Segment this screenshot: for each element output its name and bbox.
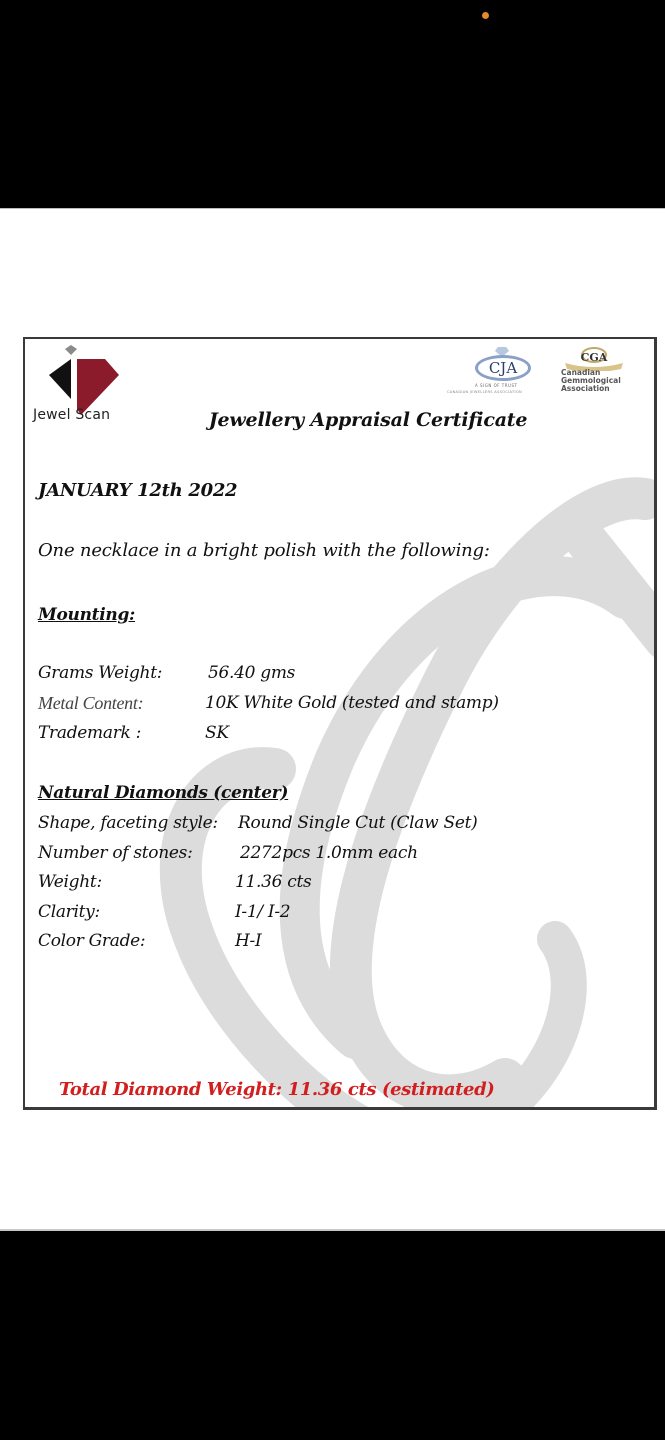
svg-text:CGA: CGA — [580, 351, 608, 364]
detail-label: Metal Content: — [38, 693, 144, 713]
cga-name: Canadian Gemmological Association — [561, 368, 621, 393]
jewel-scan-logo-text: Jewel Scan — [33, 407, 111, 423]
viewer-bottom-bar — [0, 1231, 665, 1440]
detail-value: I-1/ I-2 — [235, 902, 291, 922]
detail-label: Shape, faceting style: — [38, 813, 218, 833]
mounting-heading: Mounting: — [38, 605, 136, 625]
detail-value: SK — [205, 723, 229, 743]
cga-logo — [557, 341, 647, 407]
detail-label: Color Grade: — [38, 931, 146, 951]
detail-value: 56.40 gms — [208, 663, 296, 683]
natural-diamonds-heading: Natural Diamonds (center) — [38, 783, 289, 803]
detail-label: Weight: — [38, 872, 102, 892]
detail-value: H-I — [235, 931, 262, 951]
camera-indicator-icon — [482, 12, 489, 19]
detail-label: Number of stones: — [38, 843, 193, 863]
certificate-date: JANUARY 12th 2022 — [38, 480, 238, 501]
certificate-title: Jewellery Appraisal Certificate — [208, 409, 528, 431]
detail-value: 2272pcs 1.0mm each — [240, 843, 418, 863]
cja-abbr: CJA — [488, 359, 518, 377]
detail-label: Grams Weight: — [38, 663, 163, 683]
document-page[interactable] — [0, 208, 665, 1231]
detail-value: 11.36 cts — [235, 872, 312, 892]
cja-tagline: A SIGN OF TRUST — [475, 383, 518, 388]
cja-oval — [475, 355, 531, 381]
cja-name: CANADIAN JEWELLERS ASSOCIATION — [447, 390, 522, 394]
viewer-top-bar — [0, 0, 665, 208]
detail-label: Trademark : — [38, 723, 142, 743]
detail-value: Round Single Cut (Claw Set) — [238, 813, 478, 833]
appraisal-certificate — [23, 337, 657, 1110]
cja-logo — [445, 345, 555, 397]
total-diamond-weight: Total Diamond Weight: 11.36 cts (estimated) — [59, 1079, 495, 1100]
item-description: One necklace in a bright polish with the following: — [38, 540, 490, 561]
detail-label: Clarity: — [38, 902, 100, 922]
detail-value: 10K White Gold (tested and stamp) — [205, 693, 499, 713]
